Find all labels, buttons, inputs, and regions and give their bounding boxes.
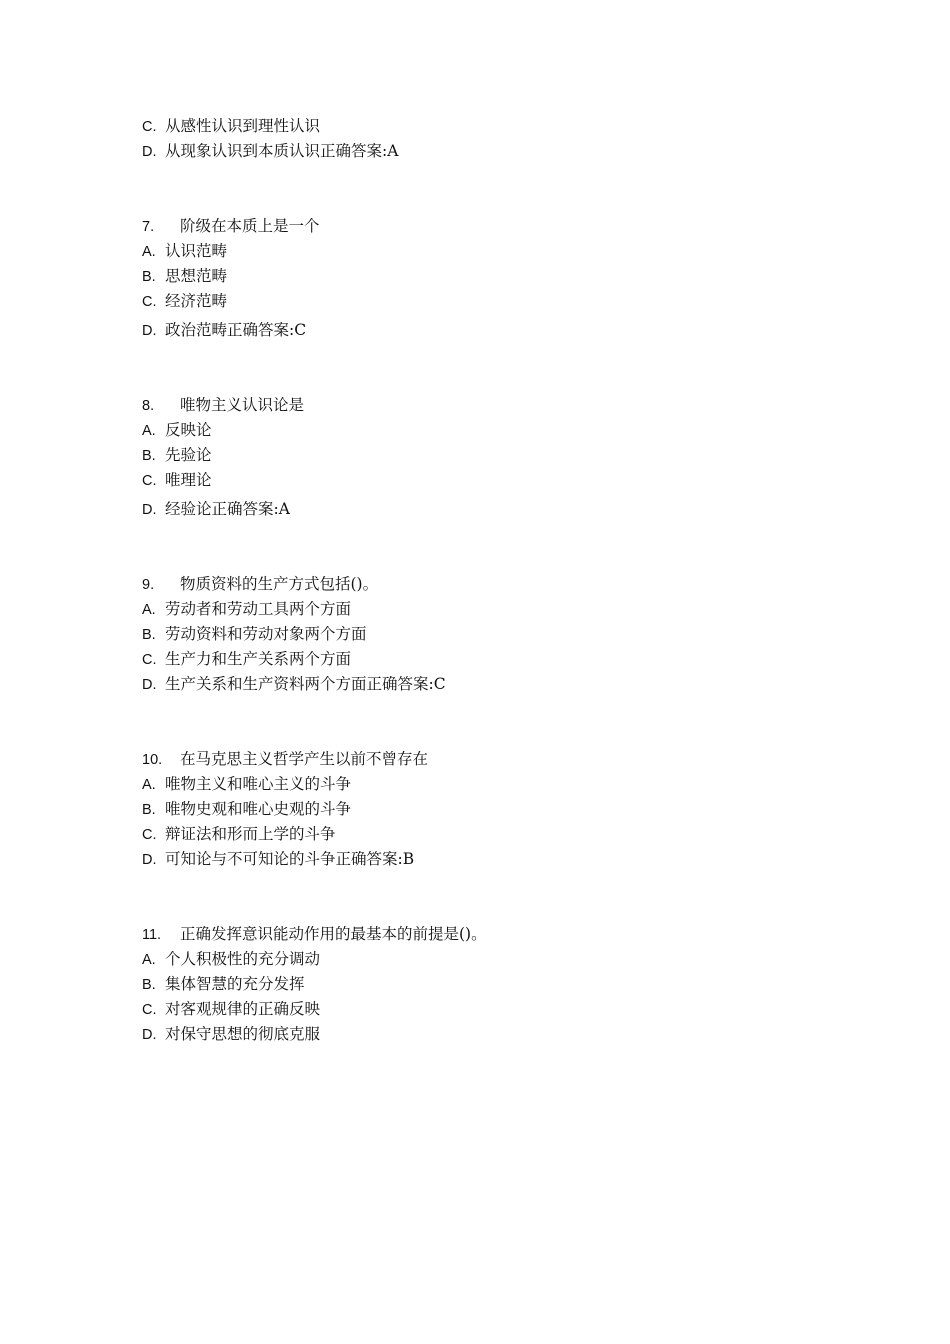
option-text: 唯物主义和唯心主义的斗争 bbox=[165, 775, 352, 793]
option-label: D. bbox=[142, 323, 157, 339]
option-text: 对客观规律的正确反映 bbox=[165, 1000, 321, 1018]
option-label: B. bbox=[142, 448, 156, 464]
option-text: 反映论 bbox=[165, 421, 212, 439]
option-label: C. bbox=[142, 1002, 157, 1018]
question-number: 10. bbox=[142, 752, 163, 768]
option-label: C. bbox=[142, 294, 157, 310]
option-text: 经济范畴 bbox=[165, 292, 228, 310]
option-text: 先验论 bbox=[165, 446, 212, 464]
option-label: B. bbox=[142, 627, 156, 643]
option-text: 个人积极性的充分调动 bbox=[165, 950, 321, 968]
question-number: 9. bbox=[142, 577, 155, 593]
option-d bbox=[142, 318, 842, 343]
option-label: A. bbox=[142, 777, 156, 793]
question-stem bbox=[142, 572, 842, 597]
option-label: D. bbox=[142, 502, 157, 518]
option-label: C. bbox=[142, 827, 157, 843]
option-b bbox=[142, 622, 842, 647]
option-text: 劳动资料和劳动对象两个方面 bbox=[165, 625, 367, 643]
option-c bbox=[142, 289, 842, 314]
option-text: 唯物史观和唯心史观的斗争 bbox=[165, 800, 352, 818]
option-b bbox=[142, 264, 842, 289]
option-label: A. bbox=[142, 423, 156, 439]
question-text: 物质资料的生产方式包括()。 bbox=[180, 575, 379, 593]
option-label: B. bbox=[142, 977, 156, 993]
option-label: D. bbox=[142, 677, 157, 693]
option-label: C. bbox=[142, 652, 157, 668]
option-a bbox=[142, 418, 842, 443]
option-text: 集体智慧的充分发挥 bbox=[165, 975, 305, 993]
question-10 bbox=[142, 747, 842, 872]
option-b bbox=[142, 972, 842, 997]
option-text: 政治范畴正确答案:C bbox=[165, 321, 307, 339]
option-text: 生产力和生产关系两个方面 bbox=[165, 650, 352, 668]
option-label: C. bbox=[142, 119, 157, 135]
question-7 bbox=[142, 214, 842, 343]
question-stem bbox=[142, 922, 842, 947]
option-label: A. bbox=[142, 244, 156, 260]
option-label: A. bbox=[142, 952, 156, 968]
option-text: 从现象认识到本质认识正确答案:A bbox=[165, 142, 399, 160]
option-text: 思想范畴 bbox=[165, 267, 228, 285]
option-text: 认识范畴 bbox=[165, 242, 228, 260]
question-stem bbox=[142, 747, 842, 772]
question-8 bbox=[142, 393, 842, 522]
option-d bbox=[142, 1022, 842, 1047]
option-label: C. bbox=[142, 473, 157, 489]
option-a bbox=[142, 947, 842, 972]
question-stem bbox=[142, 214, 842, 239]
question-9 bbox=[142, 572, 842, 697]
option-b bbox=[142, 797, 842, 822]
option-label: B. bbox=[142, 802, 156, 818]
option-label: D. bbox=[142, 1027, 157, 1043]
partial-question bbox=[142, 114, 842, 164]
option-d bbox=[142, 497, 842, 522]
option-c bbox=[142, 997, 842, 1022]
option-d bbox=[142, 847, 842, 872]
option-label: D. bbox=[142, 144, 157, 160]
question-text: 在马克思主义哲学产生以前不曾存在 bbox=[180, 750, 429, 768]
option-label: B. bbox=[142, 269, 156, 285]
option-c bbox=[142, 468, 842, 493]
question-number: 11. bbox=[142, 927, 162, 943]
question-text: 阶级在本质上是一个 bbox=[180, 217, 320, 235]
option-text: 唯理论 bbox=[165, 471, 212, 489]
question-text: 唯物主义认识论是 bbox=[180, 396, 305, 414]
option-a bbox=[142, 239, 842, 264]
option-label: D. bbox=[142, 852, 157, 868]
option-a bbox=[142, 597, 842, 622]
option-a bbox=[142, 772, 842, 797]
question-11 bbox=[142, 922, 842, 1047]
option-c bbox=[142, 114, 842, 139]
question-number: 7. bbox=[142, 219, 155, 235]
option-text: 劳动者和劳动工具两个方面 bbox=[165, 600, 352, 618]
question-stem bbox=[142, 393, 842, 418]
option-label: A. bbox=[142, 602, 156, 618]
option-c bbox=[142, 822, 842, 847]
question-text: 正确发挥意识能动作用的最基本的前提是()。 bbox=[180, 925, 487, 943]
option-c bbox=[142, 647, 842, 672]
option-d bbox=[142, 672, 842, 697]
question-number: 8. bbox=[142, 398, 155, 414]
option-text: 生产关系和生产资料两个方面正确答案:C bbox=[165, 675, 446, 693]
option-d bbox=[142, 139, 842, 164]
option-text: 辩证法和形而上学的斗争 bbox=[165, 825, 336, 843]
option-text: 可知论与不可知论的斗争正确答案:B bbox=[165, 850, 415, 868]
option-b bbox=[142, 443, 842, 468]
document-body bbox=[142, 114, 842, 1097]
option-text: 从感性认识到理性认识 bbox=[165, 117, 321, 135]
option-text: 对保守思想的彻底克服 bbox=[165, 1025, 321, 1043]
option-text: 经验论正确答案:A bbox=[165, 500, 290, 518]
